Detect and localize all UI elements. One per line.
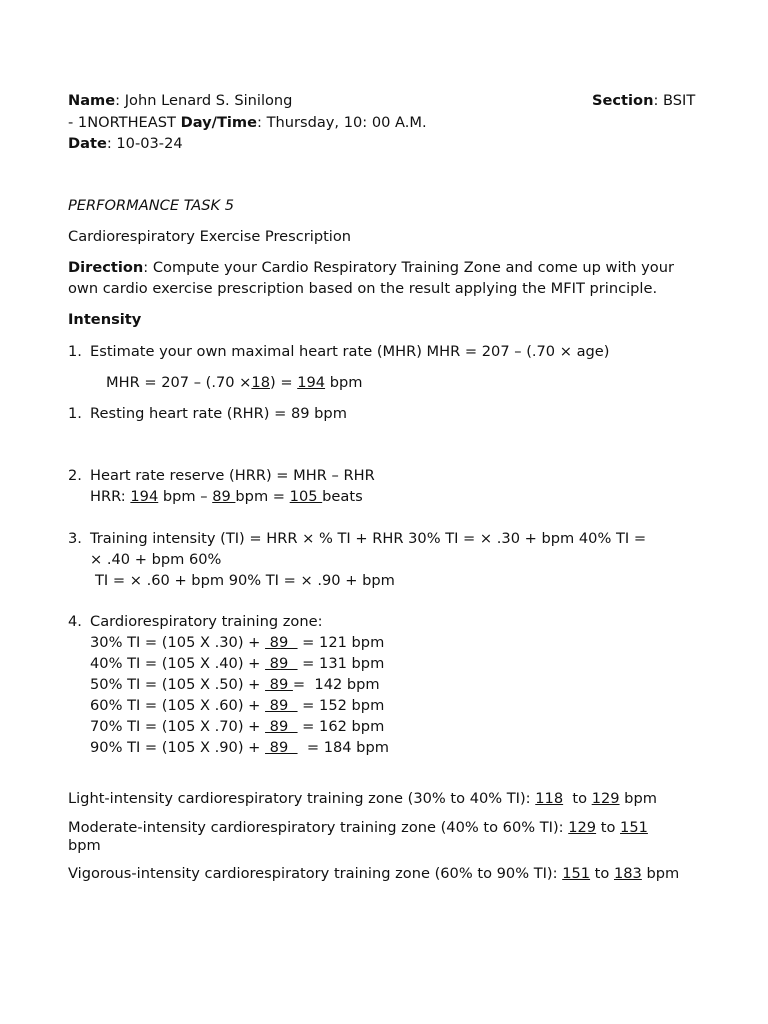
date-value: : 10-03-24 — [106, 135, 183, 152]
zone-row-90 — [90, 739, 389, 757]
zone-result: = 142 bpm — [292, 676, 380, 693]
hrr-mhr-value: 194 — [130, 488, 159, 505]
light-zone-line — [68, 790, 657, 808]
moderate-zone-unit: bpm — [68, 837, 101, 854]
task-title: PERFORMANCE TASK 5 — [68, 197, 235, 214]
hrr-equals: bpm = — [235, 488, 290, 505]
zone-row-40 — [90, 655, 384, 673]
hrr-rhr-value: 89 — [212, 488, 236, 505]
vigorous-zone-low: 151 — [562, 865, 591, 882]
direction-line-2: own cardio exercise prescription based on the result applying the MFIT principle. — [68, 280, 658, 297]
mhr-equals: ) = — [270, 374, 298, 391]
light-zone-high: 129 — [591, 790, 620, 807]
section-line — [592, 92, 695, 110]
intensity-heading: Intensity — [68, 311, 142, 328]
light-zone-label: Light-intensity cardiorespiratory training zone (30% to 40% TI): — [68, 790, 536, 807]
vigorous-zone-high: 183 — [613, 865, 642, 882]
vigorous-zone-line — [68, 865, 679, 883]
zone-rhr: 89 — [265, 697, 298, 714]
zone-rhr: 89 — [265, 655, 298, 672]
moderate-zone-line — [68, 819, 648, 837]
vigorous-zone-to: to — [590, 865, 614, 882]
direction-text-1: : Compute your Cardio Respiratory Training Zone and come up with your — [143, 259, 674, 276]
daytime-value: : Thursday, 10: 00 A.M. — [257, 114, 427, 131]
item-2-text: Heart rate reserve (HRR) = MHR – RHR — [90, 467, 375, 484]
zone-row-50 — [90, 676, 380, 694]
item-3-line-3: TI = × .60 + bpm 90% TI = × .90 + bpm — [95, 572, 395, 589]
zone-rhr: 89 — [265, 718, 298, 735]
zone-formula: 60% TI = (105 X .60) + — [90, 697, 266, 714]
name-line — [68, 92, 292, 110]
zone-row-60 — [90, 697, 384, 715]
zone-row-70 — [90, 718, 384, 736]
daytime-line — [68, 114, 427, 132]
date-line — [68, 135, 183, 153]
item-2-number: 2. — [68, 467, 82, 484]
item-3-line-1: Training intensity (TI) = HRR × % TI + RHR 30% TI = × .30 + bpm 40% TI = — [90, 530, 647, 547]
zone-row-30 — [90, 634, 384, 652]
item-rhr-text: Resting heart rate (RHR) = 89 bpm — [90, 405, 347, 422]
zone-rhr: 89 — [265, 676, 293, 693]
vigorous-zone-unit: bpm — [641, 865, 680, 882]
mhr-age-value: 18 — [251, 374, 270, 391]
item-1-number: 1. — [68, 343, 82, 360]
item-3-line-2: × .40 + bpm 60% — [90, 551, 222, 568]
zone-result: = 131 bpm — [297, 655, 385, 672]
mhr-unit: bpm — [325, 374, 363, 391]
zone-formula: 50% TI = (105 X .50) + — [90, 676, 266, 693]
name-label: Name — [68, 92, 116, 109]
zone-formula: 40% TI = (105 X .40) + — [90, 655, 266, 672]
mhr-formula: MHR = 207 – (.70 × — [106, 374, 252, 391]
item-4-text: Cardiorespiratory training zone: — [90, 613, 323, 630]
item-4-number: 4. — [68, 613, 82, 630]
date-label: Date — [68, 135, 107, 152]
name-value: : John Lenard S. Sinilong — [115, 92, 293, 109]
light-zone-low: 118 — [535, 790, 564, 807]
item-rhr-number: 1. — [68, 405, 82, 422]
mhr-result: 194 — [297, 374, 326, 391]
vigorous-zone-label: Vigorous-intensity cardiorespiratory training zone (60% to 90% TI): — [68, 865, 563, 882]
zone-rhr: 89 — [265, 634, 298, 651]
zone-rhr: 89 — [265, 739, 298, 756]
direction-label: Direction — [68, 259, 144, 276]
light-zone-to: to — [563, 790, 592, 807]
hrr-calculation — [90, 488, 363, 506]
section-value: : BSIT — [653, 92, 696, 109]
zone-formula: 90% TI = (105 X .90) + — [90, 739, 266, 756]
mhr-calculation — [106, 374, 362, 392]
zone-result: = 121 bpm — [297, 634, 385, 651]
item-1-text: Estimate your own maximal heart rate (MHR) MHR = 207 – (.70 × age) — [90, 343, 610, 360]
hrr-label: HRR: — [90, 488, 131, 505]
section-label: Section — [592, 92, 654, 109]
item-3-number: 3. — [68, 530, 82, 547]
light-zone-unit: bpm — [619, 790, 657, 807]
direction-line-1 — [68, 259, 674, 277]
moderate-zone-high: 151 — [620, 819, 648, 836]
hrr-minus: bpm – — [158, 488, 213, 505]
moderate-zone-low: 129 — [568, 819, 597, 836]
zone-formula: 30% TI = (105 X .30) + — [90, 634, 266, 651]
task-subtitle: Cardiorespiratory Exercise Prescription — [68, 228, 352, 245]
hrr-unit: beats — [322, 488, 363, 505]
section-continuation: - 1NORTHEAST — [68, 114, 181, 131]
moderate-zone-label: Moderate-intensity cardiorespiratory training zone (40% to 60% TI): — [68, 819, 569, 836]
hrr-result: 105 — [289, 488, 323, 505]
moderate-zone-to: to — [596, 819, 621, 836]
zone-result: = 184 bpm — [297, 739, 389, 756]
daytime-label: Day/Time — [180, 114, 258, 131]
zone-formula: 70% TI = (105 X .70) + — [90, 718, 266, 735]
zone-result: = 162 bpm — [297, 718, 385, 735]
zone-result: = 152 bpm — [297, 697, 385, 714]
